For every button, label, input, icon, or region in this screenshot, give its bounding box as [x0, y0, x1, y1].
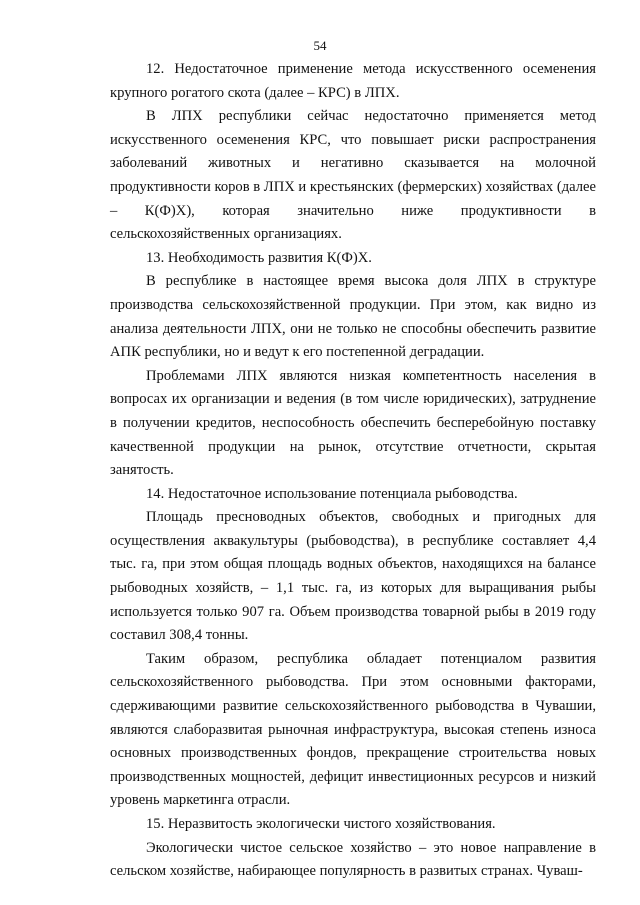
- paragraph-eco-farming: Экологически чистое сельское хозяйство – это новое направление в сельском хозяйстве, набирающее популярность в развитых странах. Чуваш-: [110, 839, 596, 880]
- paragraph-lph-share: В республике в настоящее время высока доля ЛПХ в структуре производства сельскохозяйственной продукции. При этом, как видно из анализа деятельности ЛПХ, они не только не способны обеспечить развитие АПК республики, но и ведут к его постепенной деградации.: [110, 273, 596, 361]
- paragraph-fish-area: Площадь пресноводных объектов, свободных и пригодных для осуществления аквакультуры (рыбоводства), в республике составляет 4,4 тыс. га, при этом общая площадь водных объектов, находящихся на балансе рыбоводных хозяйств, – 1,1 тыс. га, из которых для выращивания рыбы используется только 907 га. Объем производства товарной рыбы в 2019 году составил 308,4 тонны.: [110, 509, 596, 644]
- page-body: [110, 58, 596, 884]
- paragraph-fish-factors: Таким образом, республика обладает потенциалом развития сельскохозяйственного рыбоводства. При этом основными факторами, сдерживающими развитие сельскохозяйственного рыбоводства в Чувашии, являются слаборазвитая рыночная инфраструктура, высокая степень износа основных производственных фондов, прекращение строительства новых производственных мощностей, дефицит инвестиционных ресурсов и низкий уровень маркетинга отрасли.: [110, 650, 596, 809]
- paragraph-insemination: В ЛПХ республики сейчас недостаточно применяется метод искусственного осеменения КРС, что повышает риски распространения заболеваний животных и негативно сказывается на молочной продуктивности коров в ЛПХ и крестьянских (фермерских) хозяйствах (далее – К(Ф)Х), которая значительно ниже продуктивности в сельскохозяйственных организациях.: [110, 108, 596, 243]
- paragraph-lph-problems: Проблемами ЛПХ являются низкая компетентность населения в вопросах их организации и ведения (в том числе юридических), затруднение в получении кредитов, неспособность обеспечить бесперебойную поставку качественной продукции на рынок, отсутствие отчетности, скрытая занятость.: [110, 367, 596, 479]
- heading-item-14: 14. Недостаточное использование потенциала рыбоводства.: [146, 485, 518, 502]
- page-number: 54: [313, 38, 327, 53]
- heading-item-15: 15. Неразвитость экологически чистого хозяйствования.: [146, 816, 496, 832]
- heading-item-13: 13. Необходимость развития К(Ф)Х.: [146, 249, 372, 266]
- heading-item-12: 12. Недостаточное применение метода искусственного осеменения крупного рогатого скота (далее – КРС) в ЛПХ.: [110, 61, 596, 101]
